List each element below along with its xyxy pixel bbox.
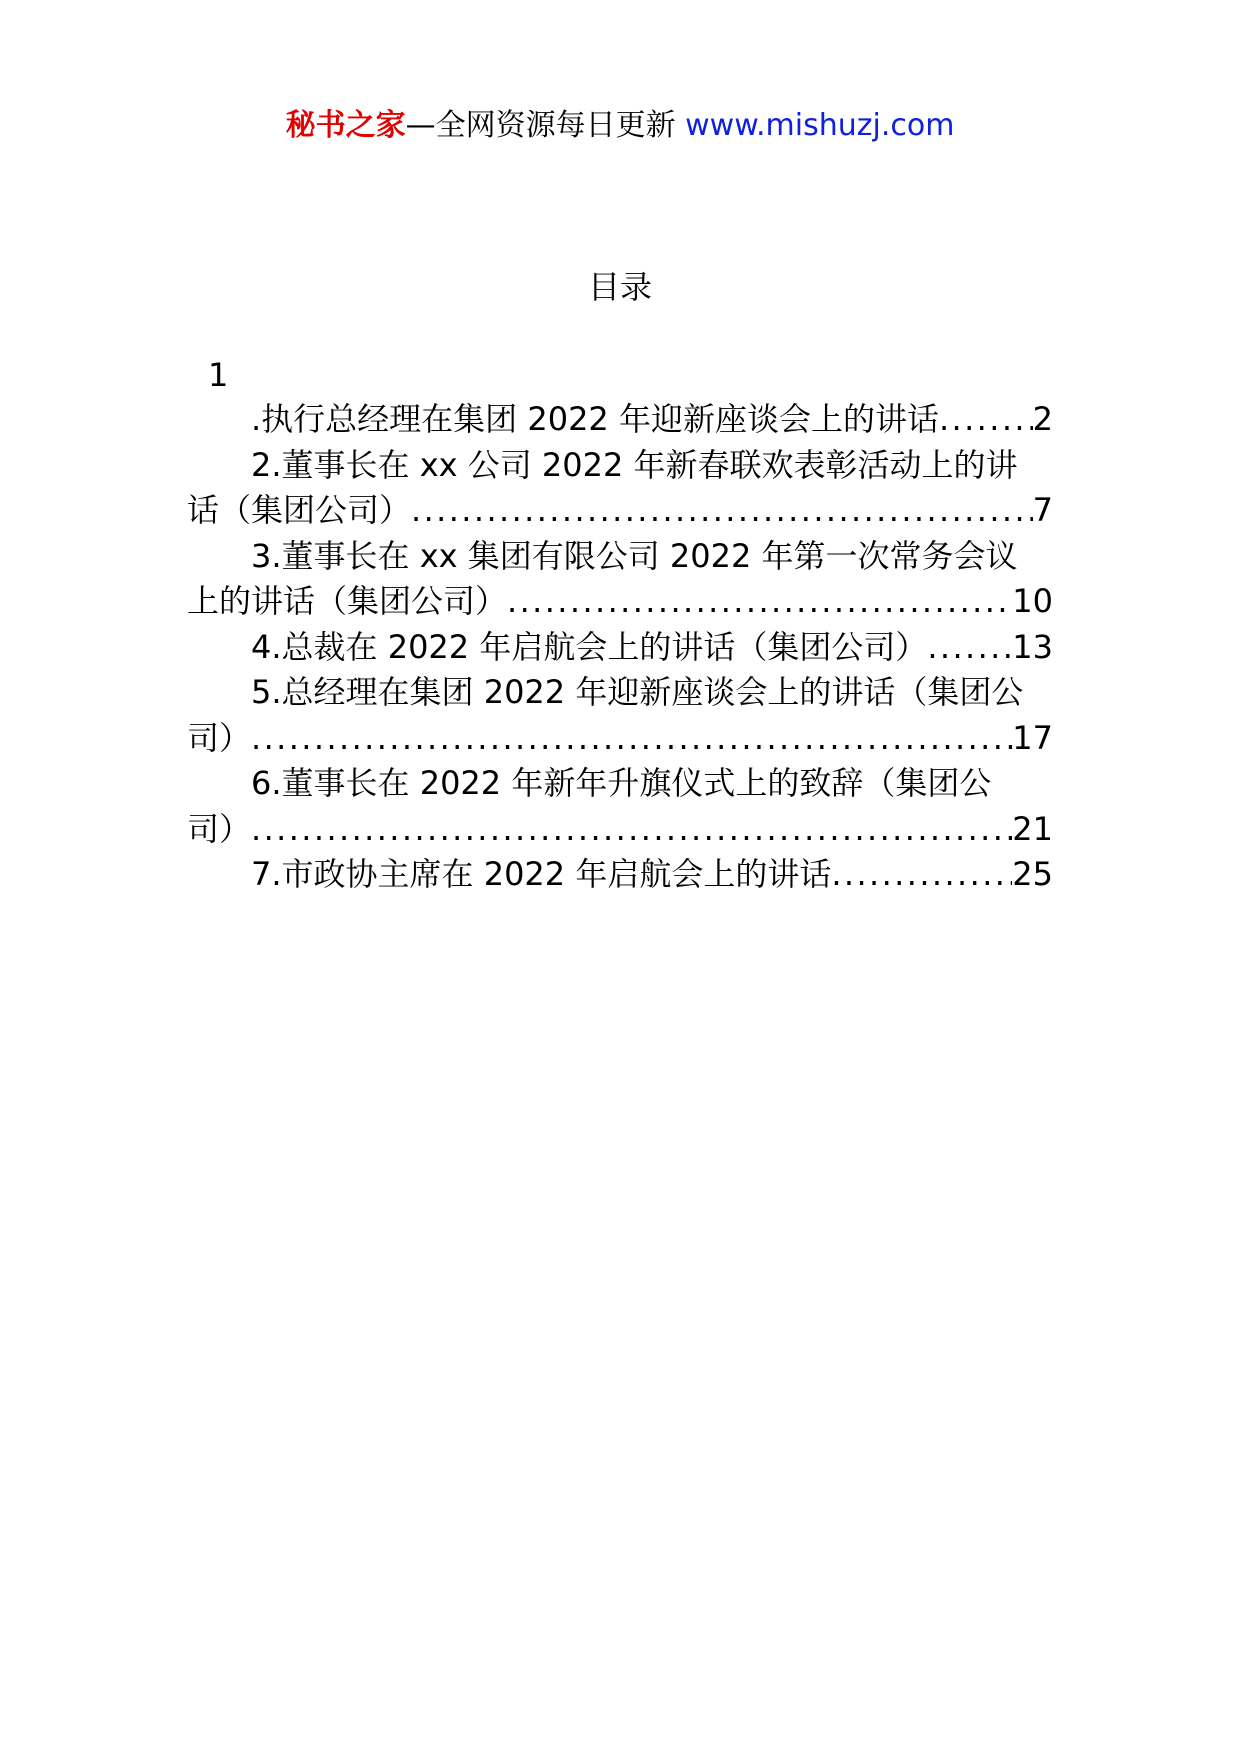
toc-entry[interactable]	[187, 852, 1053, 898]
toc-leader-dots	[507, 579, 1012, 625]
site-header	[0, 100, 1240, 144]
toc-entry-title-cont: 话（集团公司）	[187, 491, 412, 529]
toc-leader-dots	[411, 488, 1033, 534]
toc-entry-title-cont: 上的讲话（集团公司）	[187, 582, 508, 620]
site-url-link[interactable]: www.mishuzj.com	[685, 108, 955, 143]
toc-leader-dots	[251, 716, 1012, 762]
toc-leader-dots	[939, 397, 1033, 443]
toc-entry[interactable]	[187, 534, 1053, 625]
toc-entry-title: 5.总经理在集团 2022 年迎新座谈会上的讲话（集团公	[251, 673, 1024, 711]
toc-leader-dots	[927, 625, 1012, 671]
toc-entry[interactable]	[187, 397, 1053, 443]
toc-entry-page: 7	[1032, 491, 1053, 529]
toc-entry-title: 2.董事长在 xx 公司 2022 年新春联欢表彰活动上的讲	[251, 445, 1018, 484]
toc-leader-dots	[831, 852, 1012, 898]
toc-title: 目录	[587, 268, 652, 306]
toc-entry-page: 10	[1012, 582, 1053, 620]
toc-entry-title: 6.董事长在 2022 年新年升旗仪式上的致辞（集团公	[251, 764, 992, 802]
header-slogan: —全网资源每日更新	[405, 108, 676, 143]
toc-entry-page: 21	[1012, 809, 1053, 848]
toc-entry-title-cont: 司）	[187, 809, 252, 848]
toc-entry-page: 13	[1012, 627, 1053, 666]
toc-entry-title: 3.董事长在 xx 集团有限公司 2022 年第一次常务会议	[251, 536, 1018, 575]
toc-entry-page: 2	[1032, 400, 1053, 438]
toc-entry[interactable]	[187, 670, 1053, 761]
toc-entry-title: 7.市政协主席在 2022 年启航会上的讲话	[251, 855, 832, 893]
toc-entry-title-cont: 司）	[187, 718, 252, 757]
toc-entry-page: 25	[1012, 855, 1053, 893]
toc-entry-page: 17	[1012, 718, 1053, 757]
toc-number: 1	[208, 356, 229, 394]
toc-entry-title: .执行总经理在集团 2022 年迎新座谈会上的讲话	[251, 400, 939, 438]
toc-leader-dots	[251, 807, 1012, 853]
toc-entry[interactable]	[187, 443, 1053, 534]
toc-entry[interactable]	[187, 625, 1053, 671]
brand-name: 秘书之家	[285, 108, 406, 143]
table-of-contents	[187, 397, 1053, 898]
toc-entry[interactable]	[187, 761, 1053, 852]
toc-entry-title: 4.总裁在 2022 年启航会上的讲话（集团公司）	[251, 627, 928, 666]
